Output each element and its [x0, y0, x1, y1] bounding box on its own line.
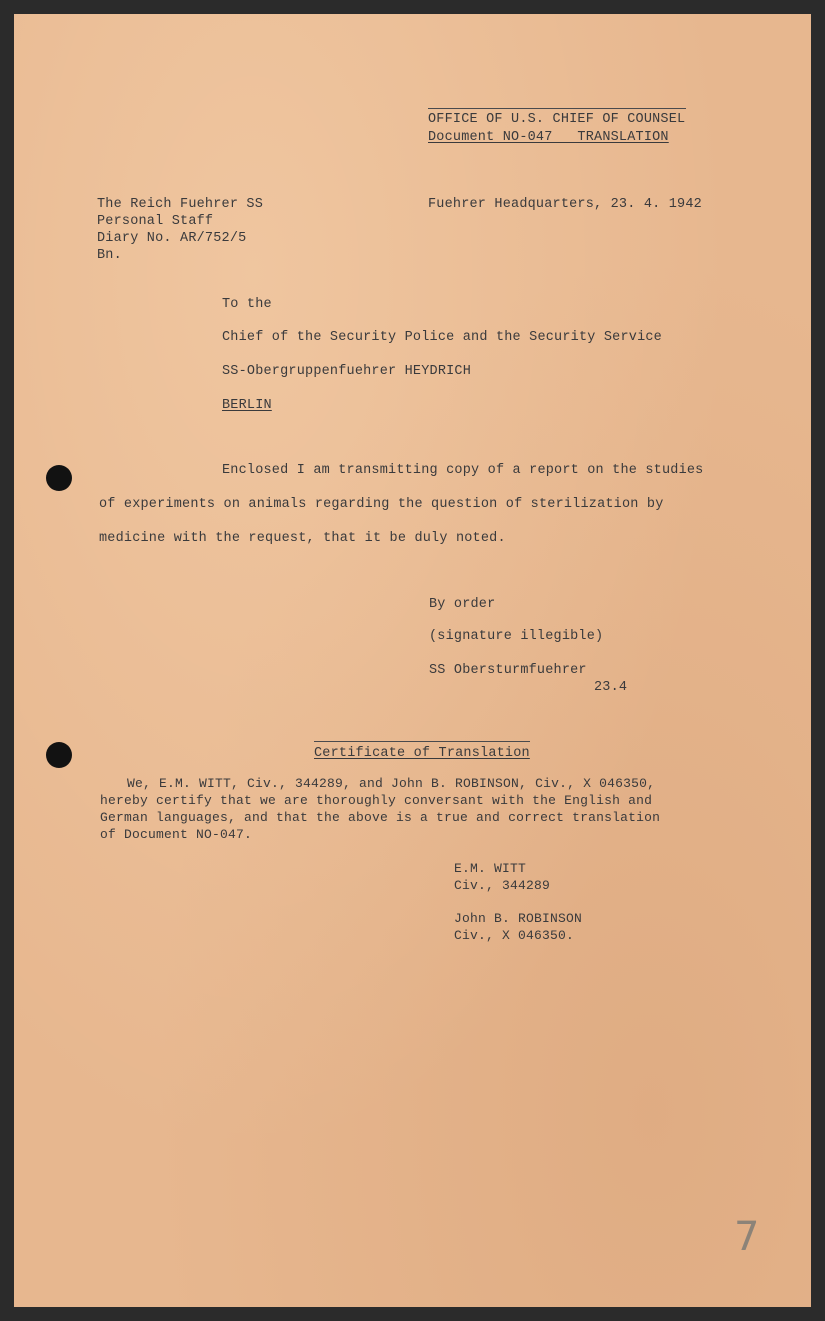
place-and-date: Fuehrer Headquarters, 23. 4. 1942: [428, 197, 702, 212]
certificate-line-3: German languages, and that the above is a true and correct translation: [100, 810, 661, 825]
body-line-2: of experiments on animals regarding the question of sterilization by: [99, 497, 664, 512]
signer-2-id: Civ., X 046350.: [454, 928, 575, 943]
sender-line-3: Diary No. AR/752/5: [97, 231, 247, 246]
punch-hole-bottom: [46, 742, 72, 768]
body-line-3: medicine with the request, that it be duly noted.: [99, 531, 506, 546]
certificate-line-1: We, E.M. WITT, Civ., 344289, and John B. ROBINSON, Civ., X 046350,: [127, 776, 656, 791]
certificate-title: Certificate of Translation: [314, 746, 530, 761]
certificate-top-rule: [314, 741, 530, 742]
signature-date-note: 23.4: [594, 680, 628, 695]
certificate-line-4: of Document NO-047.: [100, 827, 253, 842]
signature-line-3: SS Obersturmfuehrer: [429, 663, 587, 678]
signer-1-name: E.M. WITT: [454, 861, 527, 876]
sender-line-4: Bn.: [97, 248, 122, 263]
recipient-line-3: SS-Obergruppenfuehrer HEYDRICH: [222, 364, 472, 379]
office-heading: OFFICE OF U.S. CHIEF OF COUNSEL: [428, 112, 686, 127]
recipient-city: BERLIN: [222, 398, 272, 413]
recipient-line-1: To the: [222, 297, 272, 312]
recipient-line-2: Chief of the Security Police and the Security Service: [222, 330, 662, 345]
sender-line-1: The Reich Fuehrer SS: [97, 197, 264, 212]
body-line-1: Enclosed I am transmitting copy of a report on the studies: [222, 463, 704, 478]
signer-2-name: John B. ROBINSON: [454, 911, 583, 926]
sender-line-2: Personal Staff: [97, 214, 214, 229]
page-number: 7: [734, 1214, 760, 1260]
signature-line-2: (signature illegible): [429, 629, 604, 644]
punch-hole-top: [46, 465, 72, 491]
certificate-line-2: hereby certify that we are thoroughly conversant with the English and: [100, 793, 653, 808]
signature-line-1: By order: [429, 597, 496, 612]
signer-1-id: Civ., 344289: [454, 878, 551, 893]
document-page: [14, 14, 811, 1307]
header-top-rule: [428, 108, 686, 109]
document-number: Document NO-047 TRANSLATION: [428, 130, 669, 145]
